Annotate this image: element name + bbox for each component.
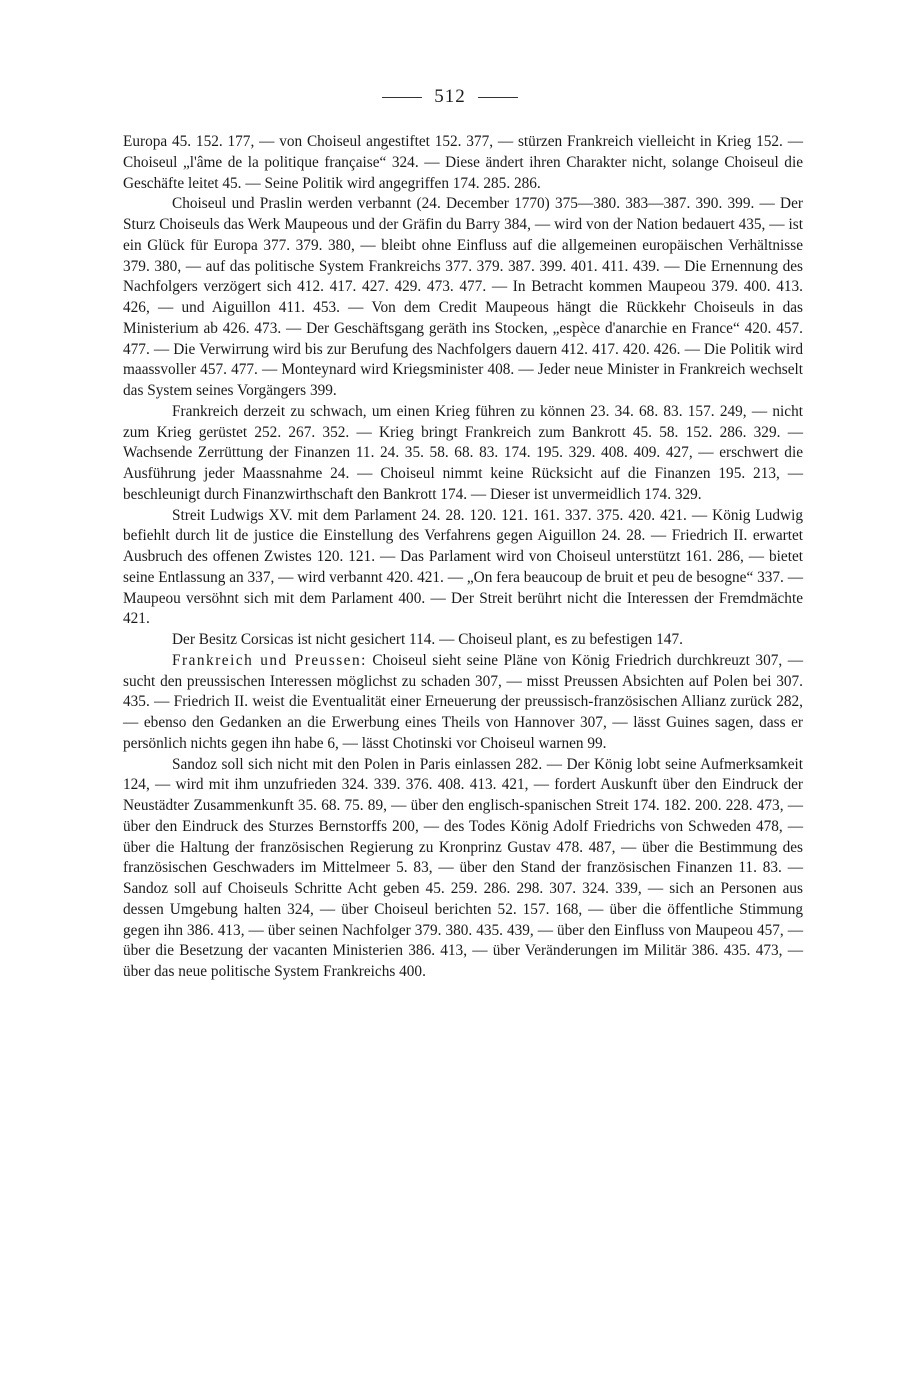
header-rule-right bbox=[478, 97, 518, 98]
page-number: 512 bbox=[434, 86, 466, 107]
paragraph-preussen-text: Choiseul sieht seine Pläne von König Friedrich durchkreuzt 307, — sucht den preussischen Interessen möglichst zu schaden 307, — misst Preussen Absichten auf Polen bei 307. 435. — Friedrich II. weist die Eventualität einer Erneuerung der preussisch-französischen Allianz zurück 282, — ebenso den Gedanken an die Erwerbung eines Theils von Hannover 307, — lässt Guines sagen, dass er persönlich nichts gegen ihn habe 6, — lässt Chotinski vor Choiseul warnen 99. bbox=[123, 651, 803, 752]
paragraph-choiseul-praslin: Choiseul und Praslin werden verbannt (24. December 1770) 375—380. 383—387. 390. 399. — Der Sturz Choiseuls das Werk Maupeous und der Gräfin du Barry 384, — wird von der Nation bedauert 435, — ist ein Glück für Europa 377. 379. 380, — bleibt ohne Einfluss auf die allgemeinen europäischen Verhältnisse 379. 380, — auf das politische System Frankreichs 377. 379. 387. 399. 401. 411. 439. — Die Ernennung des Nachfolgers verzögert sich 412. 417. 427. 429. 473. 477. — In Betracht kommen Maupeou 379. 400. 413. 426, — und Aiguillon 411. 453. — Von dem Credit Maupeous hängt die Rückkehr Choiseuls in das Ministerium ab 426. 473. — Der Geschäftsgang geräth ins Stocken, „espèce d'anarchie en France“ 420. 457. 477. — Die Verwirrung wird bis zur Berufung des Nachfolgers dauern 412. 417. 420. 426. — Die Politik wird maassvoller 457. 477. — Monteynard wird Kriegsminister 408. — Jeder neue Minister in Frankreich wechselt das System seines Vorgängers 399. bbox=[123, 195, 803, 399]
page-header bbox=[0, 86, 900, 108]
paragraph-preussen bbox=[123, 651, 803, 755]
paragraph-europa: Europa 45. 152. 177, — von Choiseul angestiftet 152. 377, — stürzen Frankreich vielleicht in Krieg 152. — Choiseul „l'âme de la politique française“ 324. — Diese ändert ihren Charakter nicht, solange Choiseul die Geschäfte leitet 45. — Seine Politik wird angegriffen 174. 285. 286. bbox=[123, 133, 803, 192]
paragraph-finanzen: Frankreich derzeit zu schwach, um einen Krieg führen zu können 23. 34. 68. 83. 157. 249, — nicht zum Krieg gerüstet 252. 267. 352. — Krieg bringt Frankreich zum Bankrott 45. 58. 152. 286. 329. — Wachsende Zerrüttung der Finanzen 11. 24. 35. 58. 68. 83. 174. 195. 329. 408. 409. 427, — erschwert die Ausführung jeder Maassnahme 24. — Choiseul nimmt keine Rücksicht auf die Finanzen 195. 213, — beschleunigt durch Finanzwirthschaft den Bankrott 174. — Dieser ist unvermeidlich 174. 329. bbox=[123, 402, 803, 503]
paragraph-sandoz: Sandoz soll sich nicht mit den Polen in Paris einlassen 282. — Der König lobt seine Aufmerksamkeit 124, — wird mit ihm unzufrieden 324. 339. 376. 408. 413. 421, — fordert Auskunft über den Eindruck der Neustädter Zusammenkunft 35. 68. 75. 89, — über den englisch-spanischen Streit 174. 182. 200. 228. 473, — über den Eindruck des Sturzes Bernstorffs 200, — des Todes König Adolf Friedrichs von Schweden 478, — über die Haltung der französischen Regierung zu Kronprinz Gustav 478. 487, — über die Bestimmung des französischen Geschwaders im Mittelmeer 5. 83, — über den Stand der französischen Finanzen 11. 83. — Sandoz soll auf Choiseuls Schritte Acht geben 45. 259. 286. 298. 307. 324. 339, — sich an Personen aus dessen Umgebung halten 324, — über Choiseul berichten 52. 157. 168, — über die öffentliche Stimmung gegen ihn 386. 413, — über seinen Nachfolger 379. 380. 435. 439, — über den Einfluss von Maupeou 457, — über die Besetzung der vacanten Ministerien 386. 413, — über Veränderungen im Militär 386. 435. 473, — über das neue politische System Frankreichs 400. bbox=[123, 755, 803, 980]
paragraph-corsica: Der Besitz Corsicas ist nicht gesichert 114. — Choiseul plant, es zu befestigen 147. bbox=[172, 631, 683, 648]
spaced-heading-frankreich-preussen: Frankreich und Preussen: bbox=[172, 651, 367, 669]
paragraph-parlament: Streit Ludwigs XV. mit dem Parlament 24. 28. 120. 121. 161. 337. 375. 420. 421. — König Ludwig befiehlt durch lit de justice die Einstellung des Verfahrens gegen Aiguillon 24. 28. — Friedrich II. erwartet Ausbruch des offenen Zwistes 120. 121. — Das Parlament wird von Choiseul unterstützt 161. 286, — bietet seine Entlassung an 337, — wird verbannt 420. 421. — „On fera beaucoup de bruit et peu de besogne“ 337. — Maupeou versöhnt sich mit dem Parlament 400. — Der Streit berührt nicht die Interessen der Fremdmächte 421. bbox=[123, 506, 803, 628]
index-body-text bbox=[123, 132, 803, 983]
header-rule-left bbox=[382, 97, 422, 98]
